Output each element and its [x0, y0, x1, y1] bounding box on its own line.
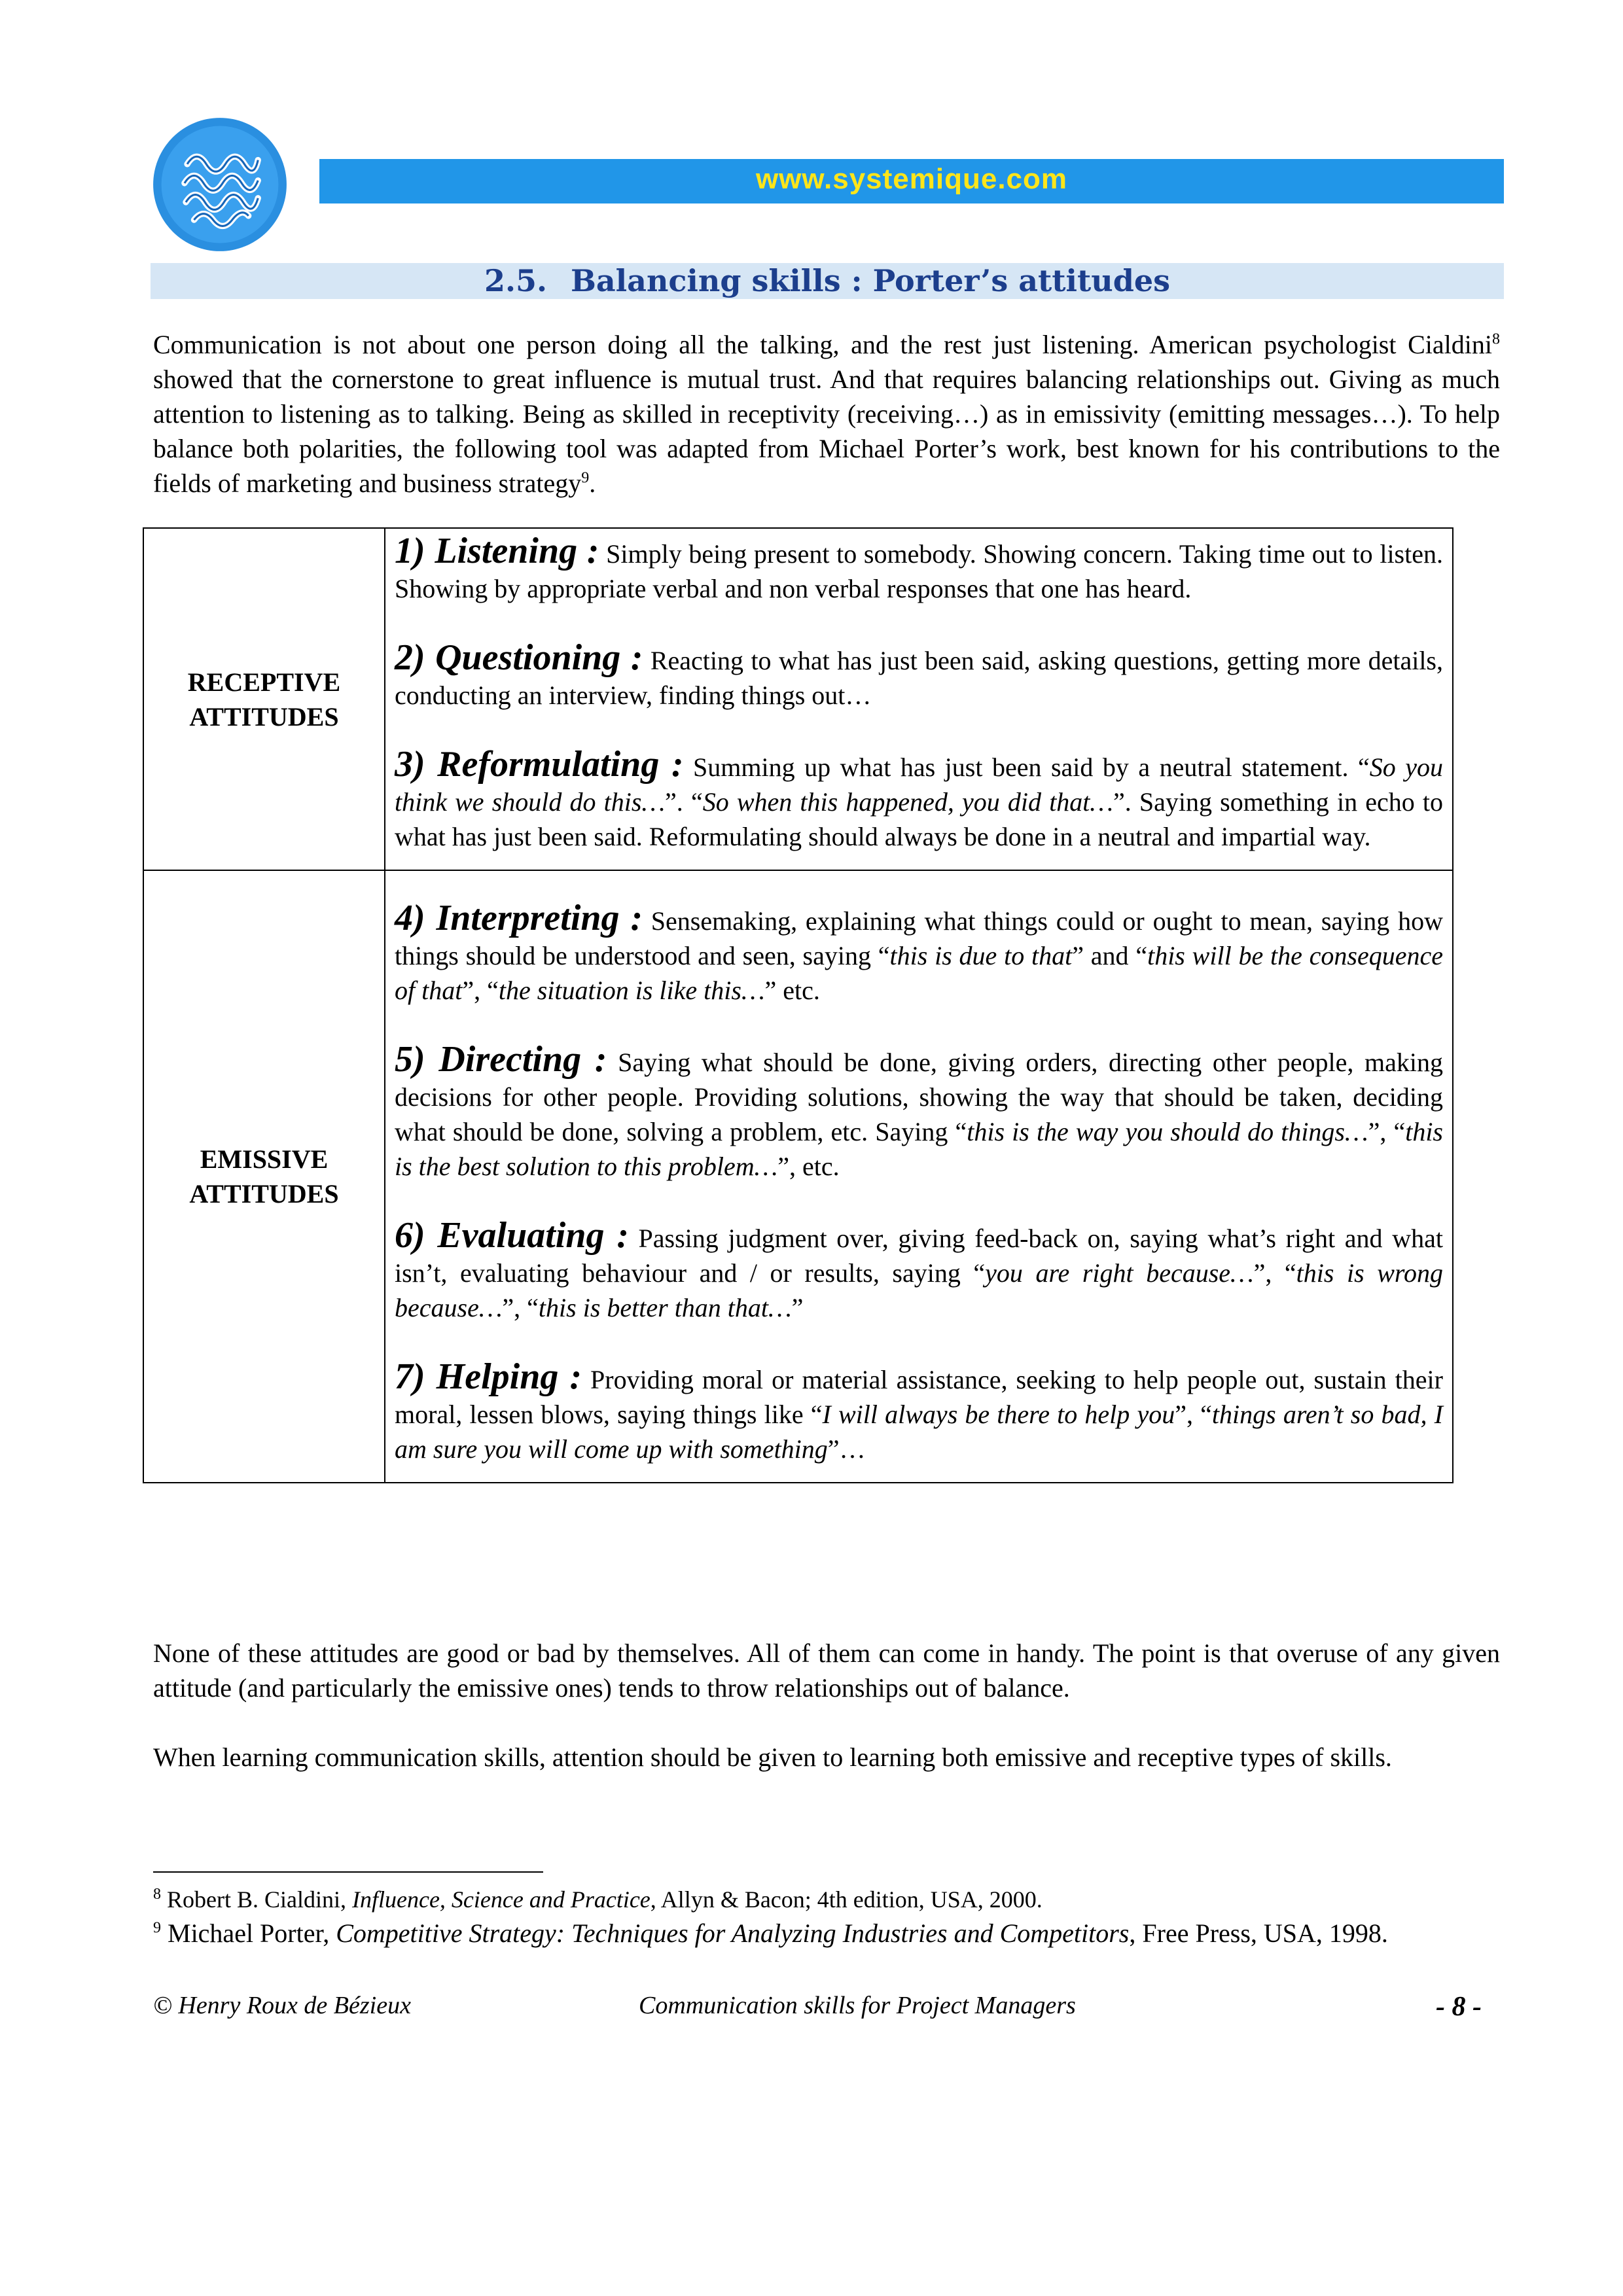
attitudes-table — [143, 527, 1454, 1483]
attitude-item-directing — [395, 1039, 1443, 1184]
attitude-text: Sensemaking, explaining what things could or ought to mean, saying how things should be understood and seen, saying “ — [395, 906, 1443, 970]
intro-text-3: . — [589, 468, 596, 498]
emissive-row — [143, 870, 1453, 1483]
footnote-text: Robert B. Cialdini, — [161, 1886, 352, 1913]
attitude-text: ”. “ — [665, 787, 703, 817]
attitude-text: ”, etc. — [777, 1152, 840, 1181]
attitude-text: ”, “ — [1368, 1117, 1406, 1146]
systemique-logo-icon — [152, 116, 288, 253]
footnote-9 — [153, 1917, 1500, 1950]
footnote-8 — [153, 1883, 1500, 1916]
attitude-heading: 5) Directing : — [395, 1039, 607, 1080]
footer-document-title: Communication skills for Project Managers — [639, 1992, 1076, 2019]
attitude-heading: 1) Listening : — [395, 531, 599, 571]
attitude-quote: this is the best solution to this problem… — [395, 1117, 1443, 1181]
footer-author: © Henry Roux de Bézieux — [153, 1992, 411, 2019]
attitude-text: Reacting to what has just been said, asking questions, getting more details, conducting an interview, finding things out… — [395, 646, 1443, 710]
footnote-text: , Allyn & Bacon; 4th edition, USA, 2000. — [650, 1886, 1043, 1913]
footnote-book-title: Competitive Strategy: Techniques for Analyzing Industries and Competitors — [336, 1918, 1130, 1948]
attitude-item-helping — [395, 1356, 1443, 1466]
emissive-label: EMISSIVE ATTITUDES — [143, 870, 385, 1483]
attitude-heading: 4) Interpreting : — [395, 898, 643, 938]
attitude-text: Providing moral or material assistance, seeking to help people out, sustain their moral, lessen blows, saying things like “ — [395, 1365, 1443, 1429]
attitude-heading: 6) Evaluating : — [395, 1215, 629, 1256]
closing-paragraph-2: When learning communication skills, attention should be given to learning both emissive and receptive types of skills. — [153, 1742, 1392, 1772]
attitude-quote: I will always be there to help you — [822, 1400, 1175, 1429]
attitude-heading: 3) Reformulating : — [395, 744, 684, 785]
attitude-text: ”, “ — [1253, 1258, 1296, 1288]
footnote-ref-9[interactable]: 9 — [581, 469, 590, 487]
site-url-link[interactable]: www.systemique.com — [755, 163, 1068, 195]
section-number: 2.5. — [484, 263, 547, 298]
page-number: - 8 - — [1436, 1992, 1482, 2022]
intro-paragraph — [153, 327, 1500, 501]
attitude-text: ”, “ — [1175, 1400, 1212, 1429]
footnote-ref-8[interactable]: 8 — [1492, 330, 1500, 348]
attitude-quote: this is better than that… — [538, 1293, 792, 1322]
attitude-text: ”… — [827, 1434, 866, 1464]
footnote-book-title: Influence, Science and Practice — [352, 1886, 651, 1913]
receptive-label: RECEPTIVE ATTITUDES — [143, 528, 385, 870]
footnote-number: 8 — [153, 1886, 161, 1903]
attitude-quote: the situation is like this… — [498, 976, 765, 1005]
attitude-quote: this is wrong because… — [395, 1258, 1443, 1322]
intro-text-1: Communication is not about one person doing all the talking, and the rest just listening. American psychologist Cialdini — [153, 330, 1492, 359]
attitude-item-listening — [395, 531, 1443, 606]
attitude-heading: 2) Questioning : — [395, 637, 643, 678]
attitude-item-questioning — [395, 637, 1443, 713]
attitude-text: Summing up what has just been said by a neutral statement. “ — [683, 752, 1370, 782]
attitude-quote: this is the way you should do things… — [967, 1117, 1368, 1146]
emissive-content — [385, 870, 1453, 1483]
header-url-bar — [319, 159, 1504, 203]
attitude-text: ”, “ — [462, 976, 499, 1005]
footnote-number: 9 — [153, 1919, 161, 1937]
attitude-text: ” etc. — [764, 976, 820, 1005]
attitude-quote: this will be the consequence of that — [395, 941, 1443, 1005]
attitude-text: Passing judgment over, giving feed-back on, saying what’s right and what isn’t, evaluating behaviour and / or results, saying “ — [395, 1224, 1443, 1288]
attitude-quote: things aren’t so bad, I am sure you will come up with something — [395, 1400, 1443, 1464]
attitude-text: ” — [791, 1293, 804, 1322]
page-footer — [153, 1991, 1482, 2024]
footnote-text: , Free Press, USA, 1998. — [1129, 1918, 1388, 1948]
attitude-text: Simply being present to somebody. Showing concern. Taking time out to listen. Showing by appropriate verbal and non verbal responses that one has heard. — [395, 539, 1443, 603]
attitude-text: Saying what should be done, giving orders, directing other people, making decisions for other people. Providing solutions, showing the way that should be taken, deciding what should be done, solving a problem, etc. Saying “ — [395, 1048, 1443, 1146]
attitude-quote: So when this happened, you did that… — [702, 787, 1113, 817]
attitude-text: ”. Saying something in echo to what has just been said. Reformulating should always be done in a neutral and impartial way. — [395, 787, 1443, 851]
attitude-text: ” and “ — [1072, 941, 1148, 970]
attitude-quote: you are right because… — [985, 1258, 1254, 1288]
footnote-divider — [153, 1871, 543, 1873]
section-title: Balancing skills : Porter’s attitudes — [571, 263, 1171, 298]
receptive-content — [385, 528, 1453, 870]
attitude-heading: 7) Helping : — [395, 1356, 582, 1397]
attitude-item-reformulating — [395, 744, 1444, 854]
receptive-row — [143, 528, 1453, 870]
intro-text-2: showed that the cornerstone to great influence is mutual trust. And that requires balancing relationships out. Giving as much attention to listening as to talking. Being as skilled in receptivity (receiving…) as in emissivity (emitting messages…). To help balance both polarities, the following tool was adapted from Michael Porter’s work, best known for his contributions to the fields of marketing and business strategy — [153, 364, 1500, 498]
closing-paragraph-1: None of these attitudes are good or bad by themselves. All of them can come in handy. The point is that overuse of any given attitude (and particularly the emissive ones) tends to throw relationships out of balance. — [153, 1638, 1500, 1703]
attitude-item-evaluating — [395, 1215, 1443, 1325]
attitude-text: ”, “ — [502, 1293, 539, 1322]
attitude-quote: this is due to that — [889, 941, 1073, 970]
attitude-item-interpreting — [395, 898, 1443, 1008]
section-heading — [151, 263, 1504, 299]
attitude-quote: So you think we should do this… — [395, 752, 1444, 817]
footnote-text: Michael Porter, — [161, 1918, 336, 1948]
